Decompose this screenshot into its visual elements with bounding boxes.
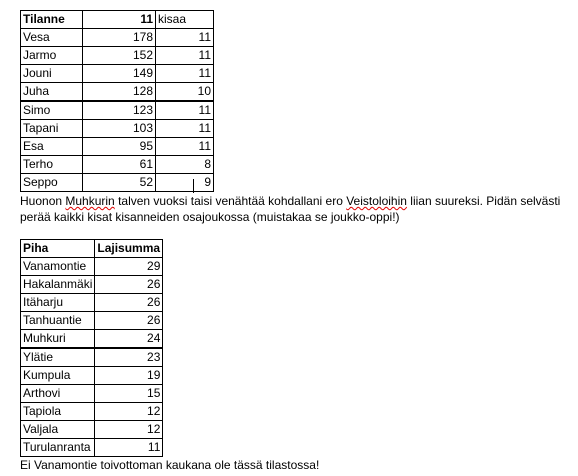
- games-cell[interactable]: 10: [156, 83, 214, 102]
- yard-cell[interactable]: Vanamontie: [21, 258, 95, 276]
- header-cell[interactable]: Piha: [21, 240, 95, 258]
- sum-cell[interactable]: 11: [95, 439, 163, 457]
- sum-cell[interactable]: 26: [95, 312, 163, 330]
- header-cell[interactable]: Tilanne: [21, 11, 83, 29]
- table-row: [21, 385, 163, 403]
- points-cell[interactable]: 103: [83, 120, 156, 138]
- paragraph-2: Ei Vanamontie toivottoman kaukana ole tässä tilastossa!: [20, 458, 320, 472]
- sum-cell[interactable]: 24: [95, 330, 163, 349]
- misspelled-word: Muhkurin: [65, 194, 115, 208]
- table-row: [21, 439, 163, 457]
- name-cell[interactable]: Jouni: [21, 65, 83, 83]
- games-cell[interactable]: 11: [156, 65, 214, 83]
- name-cell[interactable]: Jarmo: [21, 47, 83, 65]
- games-cell[interactable]: 11: [156, 120, 214, 138]
- games-cell[interactable]: 11: [156, 29, 214, 47]
- paragraph-text: Huonon: [20, 194, 66, 208]
- name-cell[interactable]: Juha: [21, 83, 83, 102]
- header-cell[interactable]: 11: [83, 11, 156, 29]
- points-cell[interactable]: 52: [83, 174, 156, 192]
- games-cell[interactable]: 11: [156, 47, 214, 65]
- table-row: [21, 83, 214, 102]
- yard-cell[interactable]: Hakalanmäki: [21, 276, 95, 294]
- table-row: [21, 421, 163, 439]
- games-cell[interactable]: 11: [156, 101, 214, 120]
- sum-cell[interactable]: 19: [95, 367, 163, 385]
- table-row: [21, 312, 163, 330]
- points-cell[interactable]: 178: [83, 29, 156, 47]
- yard-cell[interactable]: Itäharju: [21, 294, 95, 312]
- table-row: [21, 367, 163, 385]
- table-row: [21, 276, 163, 294]
- table-row: [21, 294, 163, 312]
- header-cell[interactable]: kisaa: [156, 11, 214, 29]
- name-cell[interactable]: Tapani: [21, 120, 83, 138]
- table-header-row: [21, 240, 163, 258]
- table-row: [21, 120, 214, 138]
- yard-totals-table: [20, 239, 163, 457]
- sum-cell[interactable]: 12: [95, 403, 163, 421]
- yard-cell[interactable]: Valjala: [21, 421, 95, 439]
- yard-cell[interactable]: Muhkuri: [21, 330, 95, 349]
- yard-cell[interactable]: Kumpula: [21, 367, 95, 385]
- sum-cell[interactable]: 15: [95, 385, 163, 403]
- games-cell[interactable]: 11: [156, 138, 214, 156]
- table-row: [21, 156, 214, 174]
- points-cell[interactable]: 123: [83, 101, 156, 120]
- header-cell[interactable]: Lajisumma: [95, 240, 163, 258]
- table-row: [21, 65, 214, 83]
- points-cell[interactable]: 61: [83, 156, 156, 174]
- sum-cell[interactable]: 12: [95, 421, 163, 439]
- table-row: [21, 47, 214, 65]
- table-row: [21, 138, 214, 156]
- text-cursor: [193, 179, 194, 193]
- name-cell[interactable]: Seppo: [21, 174, 83, 192]
- standings-table: [20, 10, 214, 192]
- table-row: [21, 330, 163, 349]
- yard-cell[interactable]: Ylätie: [21, 348, 95, 367]
- sum-cell[interactable]: 26: [95, 276, 163, 294]
- paragraph-text: liian suureksi. Pidän selvästi perää kaikki kisat kisanneiden osajoukossa (muistakaa se joukko-oppi!): [20, 194, 561, 224]
- name-cell[interactable]: Simo: [21, 101, 83, 120]
- points-cell[interactable]: 95: [83, 138, 156, 156]
- yard-cell[interactable]: Arthovi: [21, 385, 95, 403]
- name-cell[interactable]: Vesa: [21, 29, 83, 47]
- yard-cell[interactable]: Tapiola: [21, 403, 95, 421]
- games-cell[interactable]: 9: [156, 174, 214, 192]
- table-row: [21, 403, 163, 421]
- table-row: [21, 258, 163, 276]
- table-header-row: [21, 11, 214, 29]
- name-cell[interactable]: Esa: [21, 138, 83, 156]
- table-row: [21, 101, 214, 120]
- table-row: [21, 174, 214, 192]
- name-cell[interactable]: Terho: [21, 156, 83, 174]
- yard-cell[interactable]: Turulanranta: [21, 439, 95, 457]
- table-row: [21, 348, 163, 367]
- sum-cell[interactable]: 23: [95, 348, 163, 367]
- games-cell[interactable]: 8: [156, 156, 214, 174]
- points-cell[interactable]: 149: [83, 65, 156, 83]
- paragraph-1: [20, 193, 570, 225]
- paragraph-text: talven vuoksi taisi venähtää kohdallani ero: [114, 194, 347, 208]
- table-row: [21, 29, 214, 47]
- misspelled-word: Veistoloihin: [346, 194, 407, 208]
- points-cell[interactable]: 152: [83, 47, 156, 65]
- sum-cell[interactable]: 29: [95, 258, 163, 276]
- yard-cell[interactable]: Tanhuantie: [21, 312, 95, 330]
- sum-cell[interactable]: 26: [95, 294, 163, 312]
- points-cell[interactable]: 128: [83, 83, 156, 102]
